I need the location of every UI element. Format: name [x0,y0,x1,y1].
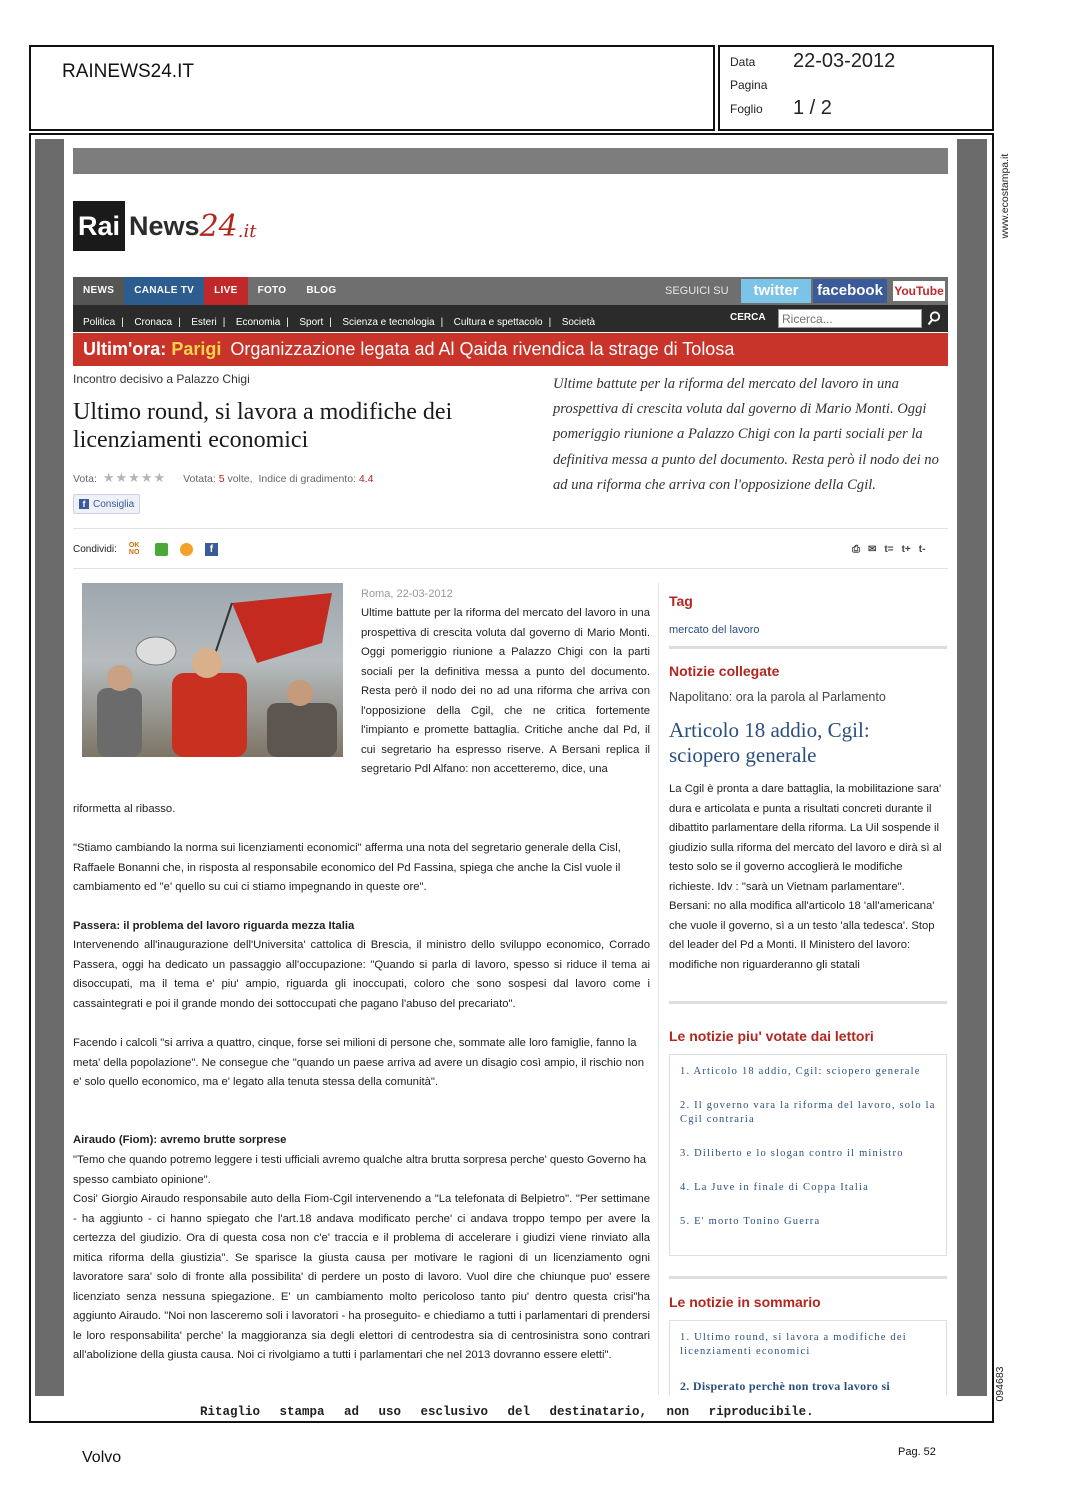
cat-societa[interactable]: Società [561,317,596,328]
divider [669,646,947,649]
related-text: La Cgil è pronta a dare battaglia, la mobilitazione sara' dura e articolata e punta a risultati concreti durante il dibattito parlamentare della riforma. La Uil sospende il giudizio sulla riforma del mercato del lavoro e dirà sì al testo solo se il governo accoglierà le modifiche richieste. Idv : "sarà un Vietnam parlamentare". Bersani: no alla modifica all'articolo 18 'all'americana' che vuole il governo, sì a un testo 'alla tedesca'. Stop del leader del Pd a Monti. Il Ministero del lavoro: modifiche non riguarderanno gli statali [669,783,942,971]
consiglia-label: Consiglia [93,498,135,510]
article-paragraph-4: "Temo che quando potremo leggere i testi ufficiali avremo qualche altra brutta sorpresa perche' questo Governo ha spesso cambiato opinione". [73,1154,647,1186]
vote-stars[interactable]: ★★★★★ [102,470,167,485]
category-list: Politica | Cronaca | Esteri | Economia | Sport | Scienza e tecnologia | Cultura e spettacolo | Società [83,317,596,328]
list-item[interactable] [680,1379,936,1393]
breaking-text: Organizzazione legata ad Al Qaida rivendica la strage di Tolosa [230,339,735,359]
category-nav [73,305,948,332]
source-name: RAINEWS24.IT [62,61,194,82]
list-number: 5. [680,1216,691,1227]
ecostampa-url: www.ecostampa.it [999,153,1011,239]
divider [73,568,948,569]
facebook-icon: f [79,499,89,509]
list-number: 2. [680,1379,690,1393]
article-paragraph-3: Facendo i calcoli "si arriva a quattro, cinque, forse sei milioni di persone che, sommate alle loro famiglie, fanno la meta' della popolazione". Ne consegue che "quando un paese arriva ad avere un disagio così ampio, il rischio non e' solo quello economico, ma e' legato alla tenuta stessa della comunità". [73,1037,644,1088]
voted-count: 5 [218,473,225,485]
text-bigger-icon[interactable]: t+ [901,544,911,555]
search-label: CERCA [730,312,766,323]
logo-24: 24 [199,208,238,244]
list-item[interactable] [680,1331,936,1359]
summary-title: Le notizie in sommario [669,1294,821,1310]
left-gutter [35,139,64,1396]
foglio-label: Foglio [730,102,763,116]
print-icon[interactable]: ⎙ [852,544,860,555]
article-lead-tail: riformetta al ribasso. [73,803,176,815]
tools-row [852,544,925,555]
voted-label: Votata: [183,473,216,485]
page-number: Pag. 52 [898,1446,936,1458]
index-value: 4.4 [358,473,374,485]
article-dateline: Roma, 22-03-2012 [361,588,453,600]
list-title: E' morto Tonino Guerra [694,1216,821,1227]
list-item[interactable] [680,1215,936,1229]
divider [669,1001,947,1004]
list-number: 1. [680,1332,691,1343]
follow-label: SEGUICI SU [665,285,729,297]
list-title: La Juve in finale di Coppa Italia [694,1182,869,1193]
nav-live[interactable]: LIVE [204,277,247,305]
article-lead: Ultime battute per la riforma del mercato del lavoro in una prospettiva di crescita voluta dal governo di Mario Monti. Oggi pomeriggio riunione a Palazzo Chigi con la parti sociali per la definitiva messa a punto del documento. Resta però il nodo dei no ad una riforma che arriva con l'opposizione della Cgil, che ne critica fortemente l'impianto e promette battaglia. Critiche anche dal Pd, il cui segretario ha espresso riserve. A Bersani replica il segretario Pdl Alfano: non accetteremo, dice, una [361,607,650,775]
data-value: 22-03-2012 [793,50,896,72]
facebook-button[interactable]: facebook [813,279,887,303]
list-item[interactable] [680,1181,936,1195]
site-top-bar [73,148,948,174]
article-summary: Ultime battute per la riforma del mercato del lavoro in una prospettiva di crescita voluta dal governo di Mario Monti. Oggi pomeriggio riunione a Palazzo Chigi con la parti sociali per la definitiva messa a punto del documento. Resta però il nodo dei no ad una riforma che arriva con l'opposizione della Cgil. [553,376,939,493]
list-item[interactable] [680,1147,936,1161]
cat-economia[interactable]: Economia [235,317,281,328]
meta-box [718,45,994,131]
search-input[interactable] [778,309,922,328]
client-name: Volvo [82,1449,122,1466]
breaking-news-bar[interactable] [73,333,948,366]
rai-logo-box: Rai [73,201,125,251]
cat-esteri[interactable]: Esteri [191,317,217,328]
ritaglio-notice: Ritaglio stampa ad uso esclusivo del destinatario, non riproducibile. [200,1405,814,1419]
nav-canale-tv[interactable]: CANALE TV [124,277,204,305]
list-title: Disperato perchè non trova lavoro si [692,1379,891,1393]
index-label: Indice di gradimento: [258,473,356,485]
list-title: Articolo 18 addio, Cgil: sciopero generale [693,1066,921,1077]
summary-list [669,1320,947,1395]
list-number: 4. [680,1182,691,1193]
list-title: Il governo vara la riforma del lavoro, solo la Cgil contraria [680,1100,936,1125]
cat-politica[interactable]: Politica [83,317,116,328]
related-headline[interactable]: Articolo 18 addio, Cgil: sciopero generale [669,718,870,767]
right-gutter [957,139,987,1396]
twitter-button[interactable]: twitter [741,279,811,303]
divider [669,1276,947,1279]
tag-title: Tag [669,593,693,609]
share-label: Condividi: [73,543,117,555]
column-divider [658,583,659,1395]
list-number: 3. [680,1148,691,1159]
share-green-icon[interactable] [155,543,168,556]
voted-suffix: volte, [227,473,253,485]
vote-label: Vota: [73,473,97,485]
foglio-value: 1 / 2 [793,97,832,119]
share-row [73,542,218,556]
protest-photo [82,583,343,757]
most-voted-title: Le notizie piu' votate dai lettori [669,1028,874,1044]
list-item[interactable] [680,1099,936,1127]
cat-cultura[interactable]: Cultura e spettacolo [453,317,543,328]
cat-cronaca[interactable]: Cronaca [134,317,173,328]
most-voted-list [669,1054,947,1256]
article-subhead-airaudo: Airaudo (Fiom): avremo brutte sorprese [73,1134,287,1146]
clip-code: 094683 [994,1366,1006,1402]
list-title: Ultimo round, si lavora a modifiche dei licenziamenti economici [680,1332,907,1357]
article-paragraph-1: "Stiamo cambiando la norma sui licenziamenti economici" afferma una nota del segretario generale della Cisl, Raffaele Bonanni che, in risposta al responsabile economico del Pd Fassina, spiega che anche la Cisl vuole il cambiamento ed "e' quello su cui ci stiamo impegnando in queste ore". [73,842,621,893]
list-item[interactable] [680,1065,936,1079]
related-small-link[interactable]: Napolitano: ora la parola al Parlamento [669,690,886,704]
logo-news: News [129,210,200,241]
related-title: Notizie collegate [669,663,780,679]
article-kicker: Incontro decisivo a Palazzo Chigi [73,372,250,386]
main-nav [73,277,948,305]
text-smaller-icon[interactable]: t- [918,544,926,555]
text-reset-icon[interactable]: t= [884,544,894,555]
source-box [29,45,715,131]
breaking-city: Parigi [171,339,222,359]
article-paragraph-5: Cosi' Giorgio Airaudo responsabile auto della Fiom-Cgil intervenendo a "La telefonata di Belpietro". "Per settimane - ha aggiunto - ci hanno spiegato che l'art.18 andava modificato perche' ci andava troppo tempo per avere la certezza del giudizio. Ora di questa cosa non c'e' traccia e il problema di accelerare i giudizi viene rinviato alla mitica riforma della giustizia". Se sparisce la giusta causa per motivare le ragioni di un licenziamento ogni lavoratore sara' solo di fronte alla possibilita' di perdere un posto di lavoro. Vuol dire che chiunque puo' essere licenziato senza nessuna spiegazione. E' un cambiamento molto pericoloso tanto piu' dentro questa crisi"ha aggiunto Airaudo. "Noi non lasceremo soli i lavoratori - ha proseguito- e chiediamo a tutti i parlamentari di prendersi le loro responsabilita' perche' la maggioranza sia degli elettori di centrodestra sia di centrosinistra sono contrari all'abolizione della giusta causa. Noi ci rivolgiamo a tutti i parlamentari che nel 2013 dovranno essere eletti". [73,1193,650,1361]
pagina-label: Pagina [730,78,768,92]
list-number: 2. [680,1100,691,1111]
breaking-label: Ultim'ora: [83,339,167,359]
nav-foto[interactable]: FOTO [257,285,287,296]
share-orange-icon[interactable] [180,543,193,556]
consiglia-button[interactable] [73,494,140,514]
logo-it: .it [237,220,257,242]
vote-row [73,470,374,486]
tag-link[interactable]: mercato del lavoro [669,624,760,636]
email-icon[interactable]: ✉ [868,544,877,555]
cat-scienza[interactable]: Scienza e tecnologia [342,317,435,328]
divider [73,528,948,529]
article-paragraph-2: Intervenendo all'inaugurazione dell'Universita' cattolica di Brescia, il ministro dello sviluppo economico, Corrado Passera, oggi ha dedicato un passaggio all'occupazione: "Quando si parla di lavoro, spesso si riduce il tema ai disoccupati, ma il tema e' piu' ampio, riguarda gli inoccupati, coloro che sono sospesi dal lavoro come i cassaintegrati e poi il grande mondo dei sottoccupati che pagano l'abuso del precariato". [73,939,650,1010]
search-icon[interactable] [927,311,941,326]
list-number: 1. [680,1066,691,1077]
list-title: Diliberto e lo slogan contro il ministro [694,1148,904,1159]
share-facebook-icon[interactable]: f [205,543,218,556]
article-photo [82,583,343,757]
nav-news[interactable]: NEWS [73,277,124,305]
nav-blog[interactable]: BLOG [306,285,337,296]
youtube-button[interactable]: YouTube [893,281,945,301]
rainews-logo[interactable] [73,201,256,251]
data-label: Data [730,55,756,69]
oknotizie-icon[interactable]: OK NO [128,542,140,556]
article-title: Ultimo round, si lavora a modifiche dei licenziamenti economici [73,399,453,453]
cat-sport[interactable]: Sport [299,317,324,328]
article-subhead-passera: Passera: il problema del lavoro riguarda mezza Italia [73,920,355,932]
